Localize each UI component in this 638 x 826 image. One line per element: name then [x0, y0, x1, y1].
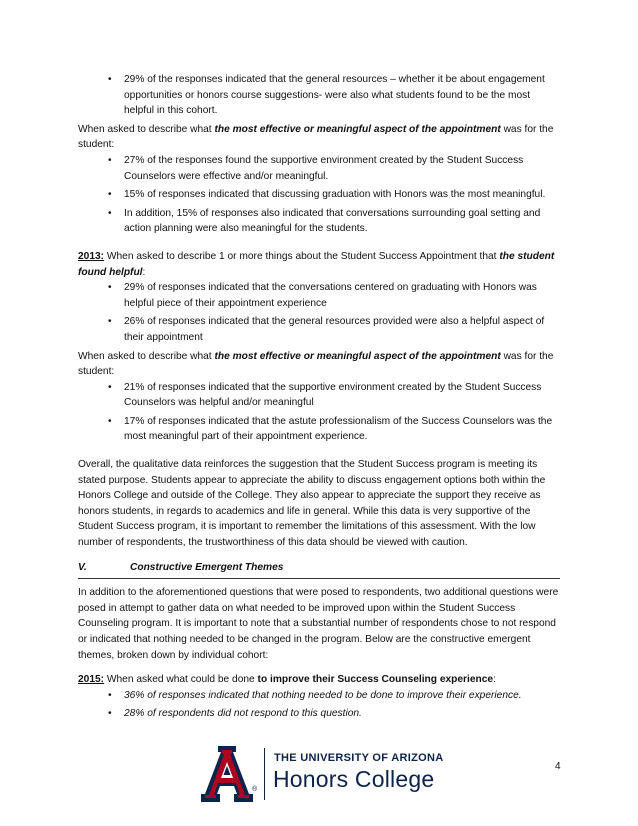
cohort-year-2015: 2015: [78, 674, 105, 686]
list-item: • 27% of the responses found the supportive environment created by the Student Success Counselors were effective and/or meaningful. [124, 153, 560, 184]
bullet-list-2013-helpful [78, 280, 560, 345]
cohort-2015-question: 2015: When asked what could be done to improve their Success Counseling experience: [78, 674, 496, 686]
list-item: • 29% of responses indicated that the conversations centered on graduating with Honors was helpful piece of their appointment experience [124, 280, 560, 311]
registered-mark: ® [252, 786, 258, 793]
list-item: • 15% of responses indicated that discussing graduation with Honors was the most meaningful. [124, 187, 560, 203]
bullet-list-effective-2 [78, 380, 560, 445]
cohort-year-2013: 2013: [78, 250, 105, 262]
list-item: • 26% of responses indicated that the general resources provided were also a helpful aspect of their appointment [124, 314, 560, 345]
list-item: • In addition, 15% of responses also indicated that conversations surrounding goal setting and action planning were also meaningful for the students. [124, 206, 560, 237]
effective-question-2: When asked to describe what the most effective or meaningful aspect of the appointment was for the student: [78, 350, 554, 378]
overall-paragraph: Overall, the qualitative data reinforces the suggestion that the Student Success program is meeting its stated purpose. Students appear to appreciate the ability to discuss engagement options both within the Honors College and outside of the College. They also appear to appreciate the support they receive as honors students, in regards to academics and life in general. While this data is very supportive of the Student Success program, it is important to remember the limitations of this assessment. With the low number of respondents, the trustworthiness of this data should be viewed with caution. [78, 459, 546, 549]
list-item: • 29% of the responses indicated that the general resources – whether it be about engagement opportunities or honors course suggestions- were also what students found to be the most helpful in this cohort. [124, 72, 560, 119]
logo-divider [264, 748, 265, 800]
page-number: 4 [555, 761, 561, 772]
page-footer [0, 744, 638, 814]
university-of-arizona-block-a-logo-icon [200, 744, 254, 804]
intro-paragraph: In addition to the aforementioned questions that were posed to respondents, two additional questions were posed in attempt to gather data on what needed to be improved upon within the Student Success Counseling program. It is important to note that a substantial number of respondents chose to not respond or indicated that nothing needed to be changed in the program. Below are the constructive emergent themes, broken down by individual cohort: [78, 587, 559, 661]
section-heading [78, 560, 560, 580]
bullet-list-effective-1 [78, 153, 560, 237]
list-item: • 21% of responses indicated that the supportive environment created by the Student Success Counselors was helpful and/or meaningful [124, 380, 560, 411]
logo-university-name: THE UNIVERSITY OF ARIZONA [274, 752, 444, 764]
logo-college-name: Honors College [273, 766, 435, 792]
cohort-2013-question: 2013: When asked to describe 1 or more things about the Student Success Appointment that the student found helpful: [78, 250, 555, 278]
list-item: • 36% of responses indicated that nothing needed to be done to improve their experience. [124, 688, 560, 704]
bullet-list-general-resources [78, 72, 560, 119]
effective-question-1: When asked to describe what the most effective or meaningful aspect of the appointment was for the student: [78, 123, 554, 151]
list-item: • 28% of respondents did not respond to this question. [124, 706, 560, 722]
section-number: V. [78, 561, 87, 573]
list-item: • 17% of responses indicated that the astute professionalism of the Success Counselors was the most meaningful part of their appointment experience. [124, 414, 560, 445]
bullet-list-2015-improve [78, 688, 560, 722]
section-title: Constructive Emergent Themes [130, 561, 284, 573]
